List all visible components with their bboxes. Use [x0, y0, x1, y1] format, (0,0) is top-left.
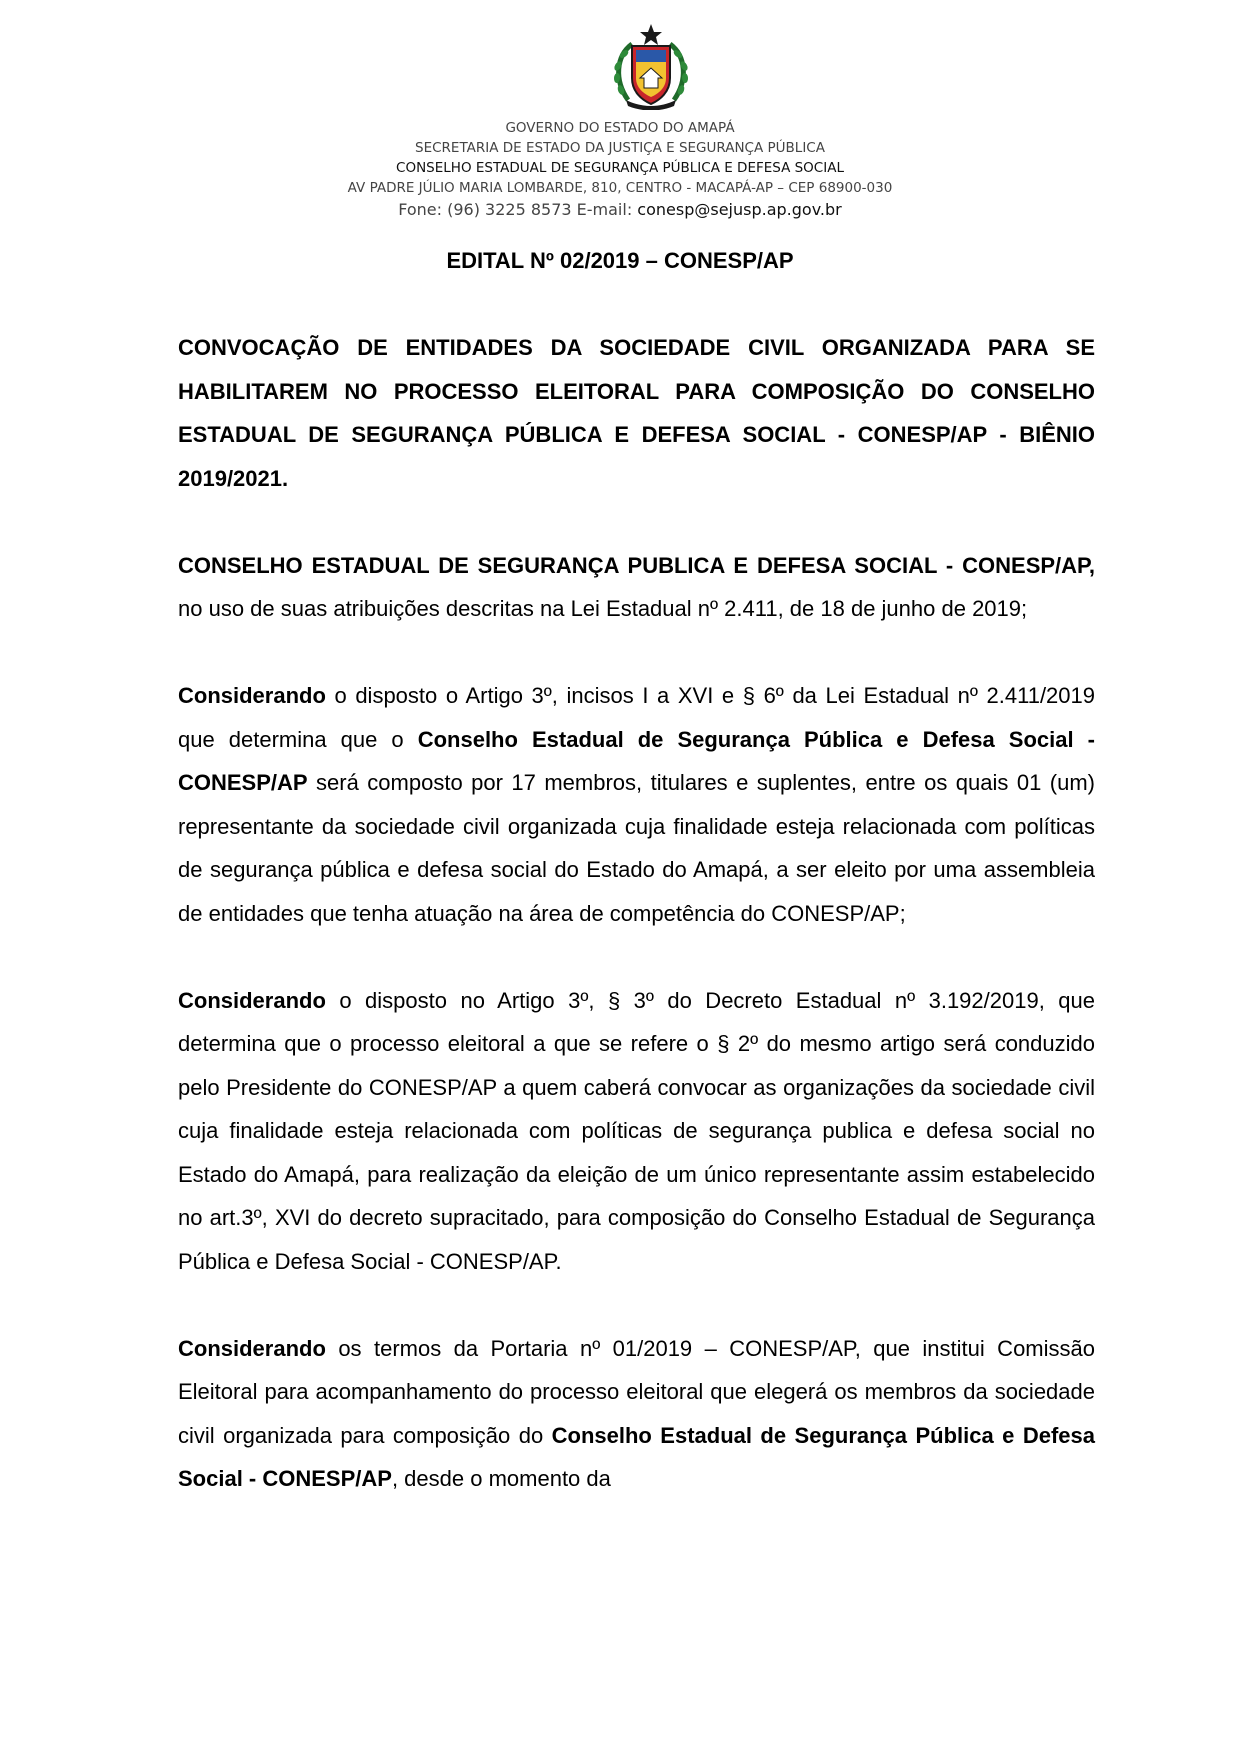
whereas-text-3a: os termos da Portaria nº 01/2019 – CONESP/AP, que institui Comissão Eleitoral para acompanhamento do processo eleitoral que elegerá os membros da sociedade civil organizada para composição do — [178, 1335, 1095, 1448]
whereas-lead-2: Considerando — [178, 987, 326, 1013]
council-name-lead: CONSELHO ESTADUAL DE SEGURANÇA PUBLICA E DEFESA SOCIAL - CONESP/AP, — [178, 552, 1095, 578]
preamble-paragraph — [178, 544, 1095, 631]
letterhead-government-line: GOVERNO DO ESTADO DO AMAPÁ — [505, 120, 735, 136]
letterhead-council-line: CONSELHO ESTADUAL DE SEGURANÇA PÚBLICA E DEFESA SOCIAL — [396, 160, 844, 176]
letterhead-email: conesp@sejusp.ap.gov.br — [637, 200, 842, 219]
letterhead-address-line: AV PADRE JÚLIO MARIA LOMBARDE, 810, CENTRO - MACAPÁ-AP – CEP 68900-030 — [347, 180, 893, 196]
letterhead-phone: Fone: (96) 3225 8573 E-mail: — [398, 200, 638, 219]
whereas-text-1a: o disposto o Artigo 3º, incisos I a XVI e § 6º da Lei Estadual nº 2.411/2019 que determina que o — [178, 683, 1095, 752]
letterhead — [0, 118, 1240, 222]
letterhead-secretariat-line: SECRETARIA DE ESTADO DA JUSTIÇA E SEGURANÇA PÚBLICA — [415, 140, 825, 156]
letterhead-contact-line — [0, 198, 1240, 222]
whereas-bold-3b: Conselho Estadual de Segurança Pública e Defesa Social - CONESP/AP — [178, 1422, 1095, 1491]
whereas-text-3c: , desde o momento da — [391, 1466, 611, 1491]
whereas-lead-3: Considerando — [178, 1335, 326, 1361]
edital-title: EDITAL Nº 02/2019 – CONESP/AP — [446, 248, 794, 273]
whereas-paragraph-3 — [178, 1327, 1095, 1501]
whereas-lead-1: Considerando — [178, 683, 326, 708]
preamble-text: no uso de suas atribuições descritas na Lei Estadual nº 2.411, de 18 de junho de 2019; — [178, 596, 1028, 621]
coat-of-arms-emblem — [602, 22, 700, 110]
whereas-bold-1b: Conselho Estadual de Segurança Pública e Defesa Social - CONESP/AP — [178, 726, 1095, 795]
whereas-text-2: o disposto no Artigo 3º, § 3º do Decreto Estadual nº 3.192/2019, que determina que o processo eleitoral a que se refere o § 2º do mesmo artigo será conduzido pelo Presidente do CONESP/AP a quem caberá convocar as organizações da sociedade civil cuja finalidade esteja relacionada com políticas de segurança publica e defesa social no Estado do Amapá, para realização da eleição de um único representante assim estabelecido no art.3º, XVI do decreto supracitado, para composição do Conselho Estadual de Segurança Pública e Defesa Social - CONESP/AP. — [178, 987, 1095, 1274]
edital-subject: CONVOCAÇÃO DE ENTIDADES DA SOCIEDADE CIVIL ORGANIZADA PARA SE HABILITAREM NO PROCESSO ELEITORAL PARA COMPOSIÇÃO DO CONSELHO ESTADUAL DE SEGURANÇA PÚBLICA E DEFESA SOCIAL - CONESP/AP - BIÊNIO 2019/2021. — [178, 335, 1095, 491]
whereas-paragraph-1 — [178, 674, 1095, 935]
whereas-paragraph-2 — [178, 979, 1095, 1284]
document-body — [178, 326, 1095, 1501]
whereas-text-1c: será composto por 17 membros, titulares e suplentes, entre os quais 01 (um) representante da sociedade civil organizada cuja finalidade esteja relacionada com políticas de segurança pública e defesa social do Estado do Amapá, a ser eleito por uma assembleia de entidades que tenha atuação na área de competência do CONESP/AP; — [178, 770, 1095, 926]
